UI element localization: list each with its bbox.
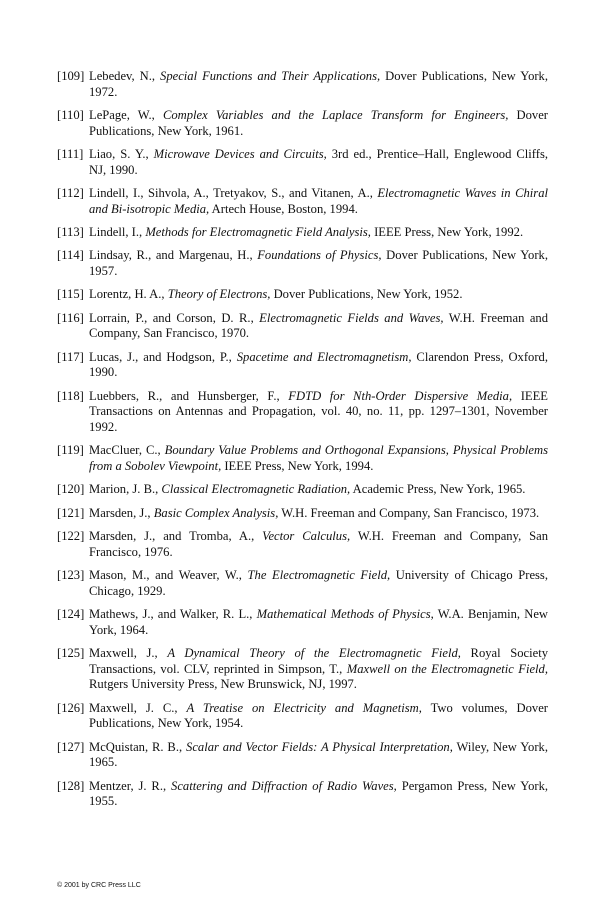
reference-text	[89, 311, 548, 342]
reference-title: Boundary Value Problems and Orthogonal Expansions, Physical Problems from a Sobolev Viewpoint,	[89, 443, 548, 473]
reference-text	[89, 69, 548, 100]
reference-authors: LePage, W.,	[89, 107, 163, 122]
reference-text	[89, 506, 548, 522]
reference-title: Electromagnetic Fields and Waves,	[259, 310, 444, 325]
reference-text	[89, 607, 548, 638]
reference-entry	[57, 147, 548, 178]
reference-authors: Luebbers, R., and Hunsberger, F.,	[89, 388, 289, 403]
reference-number: [124]	[57, 606, 85, 621]
reference-title: Microwave Devices and Circuits,	[153, 146, 327, 161]
reference-title: Spacetime and Electromagnetism,	[236, 349, 412, 364]
reference-title: Scattering and Diffraction of Radio Waves,	[171, 778, 397, 793]
reference-publisher: Dover Publications, New York, 1957.	[89, 248, 548, 278]
reference-authors: McQuistan, R. B.,	[89, 739, 187, 754]
reference-entry	[57, 482, 548, 498]
reference-number: [126]	[57, 700, 85, 715]
reference-number: [117]	[57, 349, 84, 364]
reference-entry	[57, 646, 548, 693]
reference-publisher: Wiley, New York, 1965.	[89, 739, 548, 770]
reference-entry	[57, 311, 548, 342]
reference-number: [112]	[57, 185, 84, 200]
reference-list	[57, 69, 548, 818]
reference-number: [120]	[57, 482, 85, 497]
reference-text	[89, 568, 548, 599]
reference-text	[89, 287, 548, 303]
reference-publisher: W.H. Freeman and Company, San Francisco, 1976.	[89, 529, 549, 559]
reference-entry	[57, 389, 548, 436]
reference-number: [127]	[57, 739, 85, 754]
reference-publisher: Academic Press, New York, 1965.	[350, 482, 526, 497]
reference-publisher: Pergamon Press, New York, 1955.	[89, 778, 549, 809]
reference-authors: Lebedev, N.,	[89, 69, 161, 83]
reference-entry	[57, 568, 548, 599]
reference-entry	[57, 248, 548, 279]
reference-entry	[57, 108, 548, 139]
reference-text	[89, 443, 548, 474]
copyright-footer: © 2001 by CRC Press LLC	[57, 882, 141, 889]
reference-text	[89, 646, 548, 693]
reference-authors: Marion, J. B.,	[89, 482, 162, 497]
reference-number: [128]	[57, 778, 85, 793]
reference-authors: Lindell, I.,	[89, 224, 146, 239]
reference-entry	[57, 443, 548, 474]
reference-entry	[57, 740, 548, 771]
reference-authors: Marsden, J., and Tromba, A.,	[89, 529, 263, 544]
reference-authors: MacCluer, C.,	[89, 443, 165, 458]
reference-entry	[57, 287, 548, 303]
reference-entry	[57, 529, 548, 560]
reference-text	[89, 529, 548, 560]
reference-publisher: W.A. Benjamin, New York, 1964.	[89, 606, 549, 637]
reference-number: [119]	[57, 443, 84, 458]
reference-authors: Maxwell, J.,	[89, 645, 168, 660]
reference-text	[89, 350, 548, 381]
reference-publisher: Dover Publications, New York, 1972.	[89, 69, 549, 99]
reference-title: The Electromagnetic Field,	[247, 568, 391, 582]
reference-title: Theory of Electrons,	[167, 287, 271, 302]
reference-publisher: Royal Society Transactions, vol. CLV, reprinted in Simpson, T.,	[89, 645, 548, 676]
reference-entry	[57, 350, 548, 381]
reference-publisher: IEEE Press, New York, 1992.	[370, 224, 524, 239]
reference-number: [118]	[57, 388, 84, 403]
reference-publisher: Rutgers University Press, New Brunswick, NJ, 1997.	[89, 677, 357, 692]
reference-authors: Lorentz, H. A.,	[89, 287, 168, 302]
reference-text	[89, 248, 548, 279]
reference-publisher: W.H. Freeman and Company, San Francisco, 1973.	[278, 505, 540, 520]
reference-title: Vector Calculus,	[262, 529, 351, 544]
reference-number: [125]	[57, 645, 85, 660]
reference-publisher: Clarendon Press, Oxford, 1990.	[89, 349, 548, 380]
reference-text	[89, 225, 548, 241]
reference-number: [116]	[57, 310, 84, 325]
reference-entry	[57, 506, 548, 522]
reference-authors: Lindell, I., Sihvola, A., Tretyakov, S., and Vitanen, A.,	[89, 185, 378, 200]
reference-number: [111]	[57, 146, 84, 161]
reference-title: Mathematical Methods of Physics,	[256, 606, 434, 621]
reference-number: [109]	[57, 69, 85, 83]
reference-number: [115]	[57, 287, 84, 302]
reference-entry	[57, 186, 548, 217]
reference-entry	[57, 607, 548, 638]
reference-entry	[57, 779, 548, 810]
reference-text	[89, 108, 548, 139]
reference-publisher: Dover Publications, New York, 1952.	[270, 287, 463, 302]
reference-title: Classical Electromagnetic Radiation,	[161, 482, 351, 497]
reference-number: [122]	[57, 529, 85, 544]
reference-number: [110]	[57, 107, 84, 122]
reference-authors: Mathews, J., and Walker, R. L.,	[89, 606, 257, 621]
reference-title: Scalar and Vector Fields: A Physical Interpretation,	[186, 739, 453, 754]
reference-text	[89, 389, 548, 436]
reference-text	[89, 147, 548, 178]
reference-publisher: W.H. Freeman and Company, San Francisco, 1970.	[89, 310, 548, 341]
reference-authors: Mason, M., and Weaver, W.,	[89, 568, 248, 582]
reference-title: FDTD for Nth-Order Dispersive Media,	[288, 388, 513, 403]
reference-number: [123]	[57, 568, 85, 582]
reference-title: Maxwell on the Electromagnetic Field,	[346, 661, 548, 676]
reference-publisher: IEEE Transactions on Antennas and Propagation, vol. 40, no. 11, pp. 1297–1301, November 1992.	[89, 388, 548, 434]
reference-entry	[57, 69, 548, 100]
reference-text	[89, 779, 548, 810]
reference-publisher: Two volumes, Dover Publications, New York, 1954.	[89, 700, 549, 731]
reference-title: Basic Complex Analysis,	[153, 505, 279, 520]
reference-publisher: Dover Publications, New York, 1961.	[89, 107, 548, 138]
reference-title: Special Functions and Their Applications,	[160, 69, 381, 83]
reference-authors: Marsden, J.,	[89, 505, 154, 520]
reference-authors: Lucas, J., and Hodgson, P.,	[89, 349, 237, 364]
reference-text	[89, 186, 548, 217]
reference-title: Electromagnetic Waves in Chiral and Bi-isotropic Media,	[89, 185, 548, 216]
reference-authors: Lorrain, P., and Corson, D. R.,	[89, 310, 260, 325]
reference-title: Methods for Electromagnetic Field Analysis,	[145, 224, 371, 239]
reference-text	[89, 701, 548, 732]
reference-authors: Maxwell, J. C.,	[89, 700, 187, 715]
reference-entry	[57, 225, 548, 241]
reference-entry	[57, 701, 548, 732]
reference-authors: Mentzer, J. R.,	[89, 778, 172, 793]
reference-text	[89, 740, 548, 771]
reference-title: Complex Variables and the Laplace Transform for Engineers,	[162, 107, 509, 122]
reference-text	[89, 482, 548, 498]
reference-number: [121]	[57, 505, 85, 520]
reference-title: Foundations of Physics,	[257, 248, 382, 263]
reference-authors: Lindsay, R., and Margenau, H.,	[89, 248, 258, 263]
reference-publisher: University of Chicago Press, Chicago, 1929.	[89, 568, 548, 598]
reference-authors: Liao, S. Y.,	[89, 146, 154, 161]
reference-title: A Treatise on Electricity and Magnetism,	[186, 700, 422, 715]
reference-publisher: IEEE Press, New York, 1994.	[221, 458, 374, 473]
reference-publisher: Artech House, Boston, 1994.	[209, 201, 358, 216]
reference-publisher: 3rd ed., Prentice–Hall, Englewood Cliffs, NJ, 1990.	[89, 146, 548, 177]
reference-number: [114]	[57, 248, 84, 263]
reference-number: [113]	[57, 224, 84, 239]
reference-title: A Dynamical Theory of the Electromagnetic Field,	[167, 645, 461, 660]
